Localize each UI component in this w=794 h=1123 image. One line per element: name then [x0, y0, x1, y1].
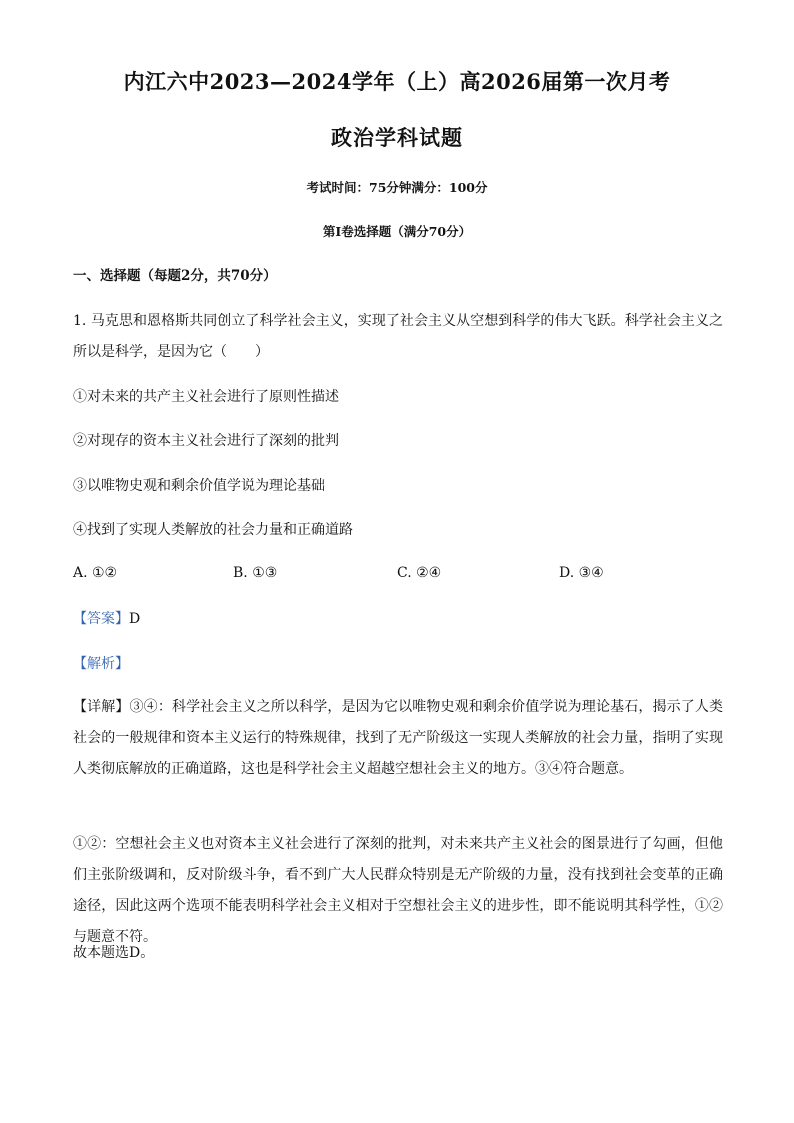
choice-c: C. ②④: [397, 565, 442, 581]
choice-a: A. ①②: [73, 565, 118, 581]
exam-subtitle: 政治学科试题: [331, 125, 463, 150]
analysis-label: 【解析】: [73, 656, 129, 672]
option-2: ②对现存的资本主义社会进行了深刻的批判: [73, 433, 339, 449]
option-3: ③以唯物史观和剩余价值学说为理论基础: [73, 478, 325, 494]
option-4: ④找到了实现人类解放的社会力量和正确道路: [73, 522, 353, 538]
option-1: ①对未来的共产主义社会进行了原则性描述: [73, 389, 339, 405]
answer-value: D: [129, 611, 141, 627]
choice-d: D. ③④: [559, 565, 604, 581]
choice-b: B. ①③: [233, 565, 278, 581]
analysis-paragraph-2: ①②：空想社会主义也对资本主义社会进行了深刻的批判，对未来共产主义社会的图景进行了勾画，但他们主张阶级调和，反对阶级斗争，看不到广大人民群众特别是无产阶级的力量，没有找到社会变革的正确途径，因此这两个选项不能表明科学社会主义相对于空想社会主义的进步性，即不能说明其科学性，①②与题意不符。: [73, 836, 723, 945]
volume-heading: 第Ⅰ卷选择题（满分70分）: [322, 224, 472, 239]
conclusion: 故本题选D。: [73, 945, 155, 961]
exam-title: 内江六中2023—2024学年（上）高2026届第一次月考: [123, 69, 671, 94]
question-stem: 1. 马克思和恩格斯共同创立了科学社会主义，实现了社会主义从空想到科学的伟大飞跃。科学社会主义之所以是科学，是因为它（ ）: [73, 313, 723, 360]
analysis-detail: [73, 692, 723, 785]
section-heading: 一、选择题（每题2分，共70分）: [73, 268, 277, 284]
answer-choices: [73, 565, 723, 585]
detail-text: ③④：科学社会主义之所以科学，是因为它以唯物史观和剩余价值学说为理论基石，揭示了人类社会的一般规律和资本主义运行的特殊规律，找到了无产阶级这一实现人类解放的社会力量，指明了实现人类彻底解放的正确道路，这也是科学社会主义超越空想社会主义的地方。③④符合题意。: [73, 699, 724, 777]
detail-label: 【详解】: [73, 699, 130, 715]
exam-info: 考试时间：75分钟满分：100分: [306, 180, 488, 195]
answer-label: 【答案】: [73, 611, 129, 627]
analysis-heading: [73, 654, 723, 674]
answer-line: [73, 609, 723, 629]
